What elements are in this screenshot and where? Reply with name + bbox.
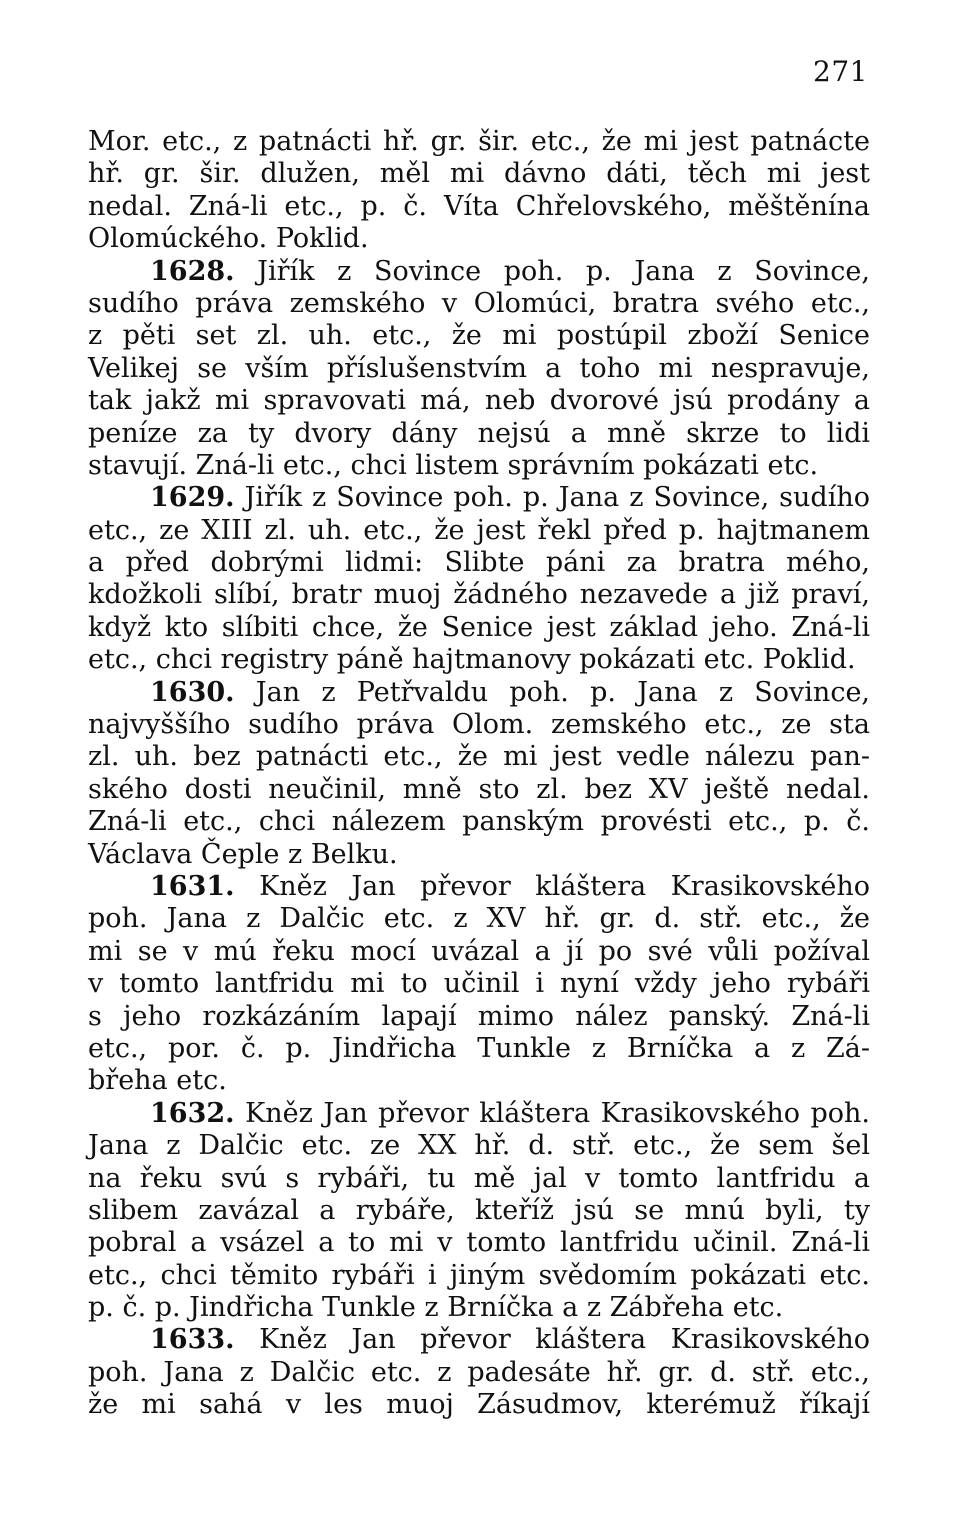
- text-line: [88, 903, 870, 935]
- line-text: kdožkoli slíbí, bratr muoj žádného nezavede a již praví,: [88, 579, 870, 611]
- text-line: [88, 806, 870, 838]
- text-line: [88, 936, 870, 968]
- line-text: pobral a vsázel a to mi v tomto lantfridu učinil. Zná-li: [88, 1227, 870, 1259]
- text-line: [88, 482, 870, 514]
- line-text: etc., por. č. p. Jindřicha Tunkle z Brníčka a z Zá-: [88, 1032, 870, 1064]
- text-line: [88, 385, 870, 417]
- line-text: Jana z Dalčic etc. ze XX hř. d. stř. etc., že sem šel: [88, 1130, 870, 1162]
- text-line: [88, 774, 870, 806]
- line-text: Kněz Jan převor kláštera Krasikovského: [234, 870, 870, 902]
- text-line: [88, 1357, 870, 1389]
- line-text: Zná-li etc., chci nálezem panským provésti etc., p. č.: [88, 806, 870, 838]
- line-text: etc., chci registry páně hajtmanovy pokázati etc. Poklid.: [88, 644, 856, 676]
- text-line: [88, 1098, 870, 1130]
- line-text: nedal. Zná-li etc., p. č. Víta Chřelovského, měštěnína: [88, 190, 870, 222]
- line-text: peníze za ty dvory dány nejsú a mně skrze to lidi: [88, 417, 870, 449]
- line-text: že mi sahá v les muoj Zásudmov, kterémuž říkají: [88, 1389, 870, 1421]
- line-text: Velikej se vším příslušenstvím a toho mi nespravuje,: [88, 352, 870, 384]
- line-text: Jiřík z Sovince poh. p. Jana z Sovince, sudího: [234, 482, 870, 514]
- paragraph: [88, 677, 870, 871]
- line-text: když kto slíbiti chce, že Senice jest základ jeho. Zná-li: [88, 611, 870, 643]
- entry-number: 1632.: [150, 1097, 235, 1129]
- text-line: [88, 191, 870, 223]
- text-line: [88, 353, 870, 385]
- line-text: z pěti set zl. uh. etc., že mi postúpil zboží Senice: [88, 320, 870, 352]
- text-line: [88, 612, 870, 644]
- entry-number: 1629.: [150, 482, 235, 514]
- page-number: 271: [813, 55, 868, 88]
- entry-number: 1630.: [150, 676, 235, 708]
- text-line: [88, 741, 870, 773]
- text-line: [88, 839, 870, 871]
- text-line: [88, 1260, 870, 1292]
- text-line: [88, 644, 870, 676]
- line-text: poh. Jana z Dalčic etc. z padesáte hř. gr. d. stř. etc.,: [88, 1356, 870, 1388]
- line-text: etc., ze XIII zl. uh. etc., že jest řekl před p. hajtmanem: [88, 514, 870, 546]
- text-line: [88, 256, 870, 288]
- text-line: [88, 1195, 870, 1227]
- body-text: [88, 126, 870, 1422]
- text-line: [88, 1163, 870, 1195]
- text-line: [88, 547, 870, 579]
- entry-number: 1631.: [150, 870, 235, 902]
- text-line: [88, 418, 870, 450]
- entry-number: 1633.: [150, 1324, 235, 1356]
- text-line: [88, 871, 870, 903]
- text-line: [88, 223, 870, 255]
- paragraph: [88, 1098, 870, 1325]
- text-line: [88, 1033, 870, 1065]
- text-line: [88, 515, 870, 547]
- text-line: [88, 1227, 870, 1259]
- paragraph: [88, 1324, 870, 1421]
- line-text: etc., chci těmito rybáři i jiným svědomím pokázati etc.: [88, 1259, 870, 1291]
- text-line: [88, 1001, 870, 1033]
- text-line: [88, 1292, 870, 1324]
- paragraph: [88, 126, 870, 256]
- line-text: Jiřík z Sovince poh. p. Jana z Sovince,: [234, 255, 870, 287]
- line-text: v tomto lantfridu mi to učinil i nyní vždy jeho rybáři: [88, 968, 870, 1000]
- line-text: Mor. etc., z patnácti hř. gr. šir. etc., že mi jest patnácte: [88, 126, 870, 157]
- paragraph: [88, 256, 870, 483]
- entry-number: 1628.: [150, 255, 235, 287]
- text-line: [88, 450, 870, 482]
- line-text: Jan z Petřvaldu poh. p. Jana z Sovince,: [234, 676, 870, 708]
- text-line: [88, 1389, 870, 1421]
- line-text: na řeku svú s rybáři, tu mě jal v tomto lantfridu a: [88, 1162, 870, 1194]
- text-line: [88, 968, 870, 1000]
- line-text: Václava Čeple z Belku.: [88, 838, 398, 870]
- text-line: [88, 288, 870, 320]
- text-line: [88, 709, 870, 741]
- text-line: [88, 126, 870, 158]
- line-text: ského dosti neučinil, mně sto zl. bez XV ještě nedal.: [88, 773, 870, 805]
- line-text: břeha etc.: [88, 1065, 227, 1097]
- paragraph: [88, 871, 870, 1098]
- line-text: mi se v mú řeku mocí uvázal a jí po své vůli požíval: [88, 935, 870, 967]
- line-text: poh. Jana z Dalčic etc. z XV hř. gr. d. stř. etc., že: [88, 903, 870, 935]
- text-line: [88, 1324, 870, 1356]
- line-text: najvyššího sudího práva Olom. zemského etc., ze sta: [88, 709, 870, 741]
- paragraph: [88, 482, 870, 676]
- line-text: tak jakž mi spravovati má, neb dvorové jsú prodány a: [88, 385, 870, 417]
- text-line: [88, 158, 870, 190]
- text-line: [88, 320, 870, 352]
- line-text: slibem zavázal a rybáře, kteříž jsú se mnú byli, ty: [88, 1194, 870, 1226]
- line-text: hř. gr. šir. dlužen, měl mi dávno dáti, těch mi jest: [88, 158, 870, 190]
- line-text: Olomúckého. Poklid.: [88, 223, 369, 255]
- text-line: [88, 579, 870, 611]
- line-text: zl. uh. bez patnácti etc., že mi jest vedle nálezu pan-: [88, 741, 870, 773]
- line-text: p. č. p. Jindřicha Tunkle z Brníčka a z Zábřeha etc.: [88, 1292, 784, 1324]
- line-text: Kněz Jan převor kláštera Krasikovského poh.: [234, 1097, 870, 1129]
- line-text: sudího práva zemského v Olomúci, bratra svého etc.,: [88, 287, 870, 319]
- line-text: a před dobrými lidmi: Slibte páni za bratra mého,: [88, 547, 870, 579]
- text-line: [88, 1065, 870, 1097]
- line-text: s jeho rozkázáním lapají mimo nález panský. Zná-li: [88, 1000, 870, 1032]
- line-text: stavují. Zná-li etc., chci listem správním pokázati etc.: [88, 449, 819, 481]
- text-line: [88, 1130, 870, 1162]
- text-line: [88, 677, 870, 709]
- line-text: Kněz Jan převor kláštera Krasikovského: [234, 1324, 870, 1356]
